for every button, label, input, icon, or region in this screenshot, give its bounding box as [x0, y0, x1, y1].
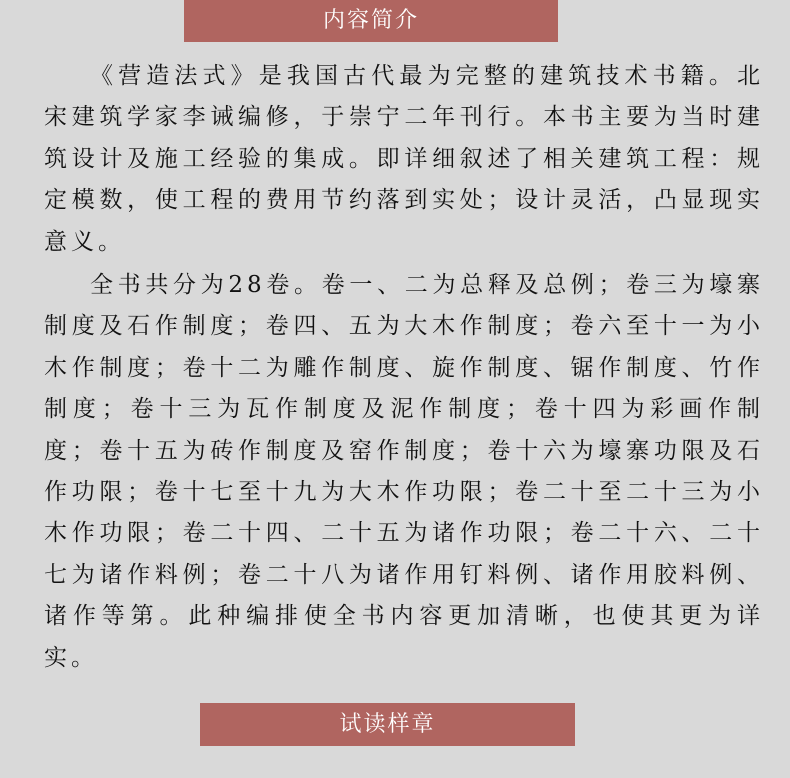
section-header-sample-chapter[interactable]: 试读样章: [200, 703, 575, 746]
intro-paragraph-1: 《营造法式》是我国古代最为完整的建筑技术书籍。北宋建筑学家李诫编修，于崇宁二年刊行。本书主要为当时建筑设计及施工经验的集成。即详细叙述了相关建筑工程：规定模数，使工程的费用节约落到实处；设计灵活，凸显现实意义。: [44, 63, 764, 255]
section-header-intro: 内容简介: [184, 0, 558, 42]
intro-paragraph-2: 全书共分为28卷。卷一、二为总释及总例；卷三为壕寨制度及石作制度；卷四、五为大木作制度；卷六至十一为小木作制度；卷十二为雕作制度、旋作制度、锯作制度、竹作制度；卷十三为瓦作制度及泥作制度；卷十四为彩画作制度；卷十五为砖作制度及窑作制度；卷十六为壕寨功限及石作功限；卷十七至十九为大木作功限；卷二十至二十三为小木作功限；卷二十四、二十五为诸作功限；卷二十六、二十七为诸作料例；卷二十八为诸作用钉料例、诸作用胶料例、诸作等第。此种编排使全书内容更加清晰，也使其更为详实。: [44, 272, 764, 671]
